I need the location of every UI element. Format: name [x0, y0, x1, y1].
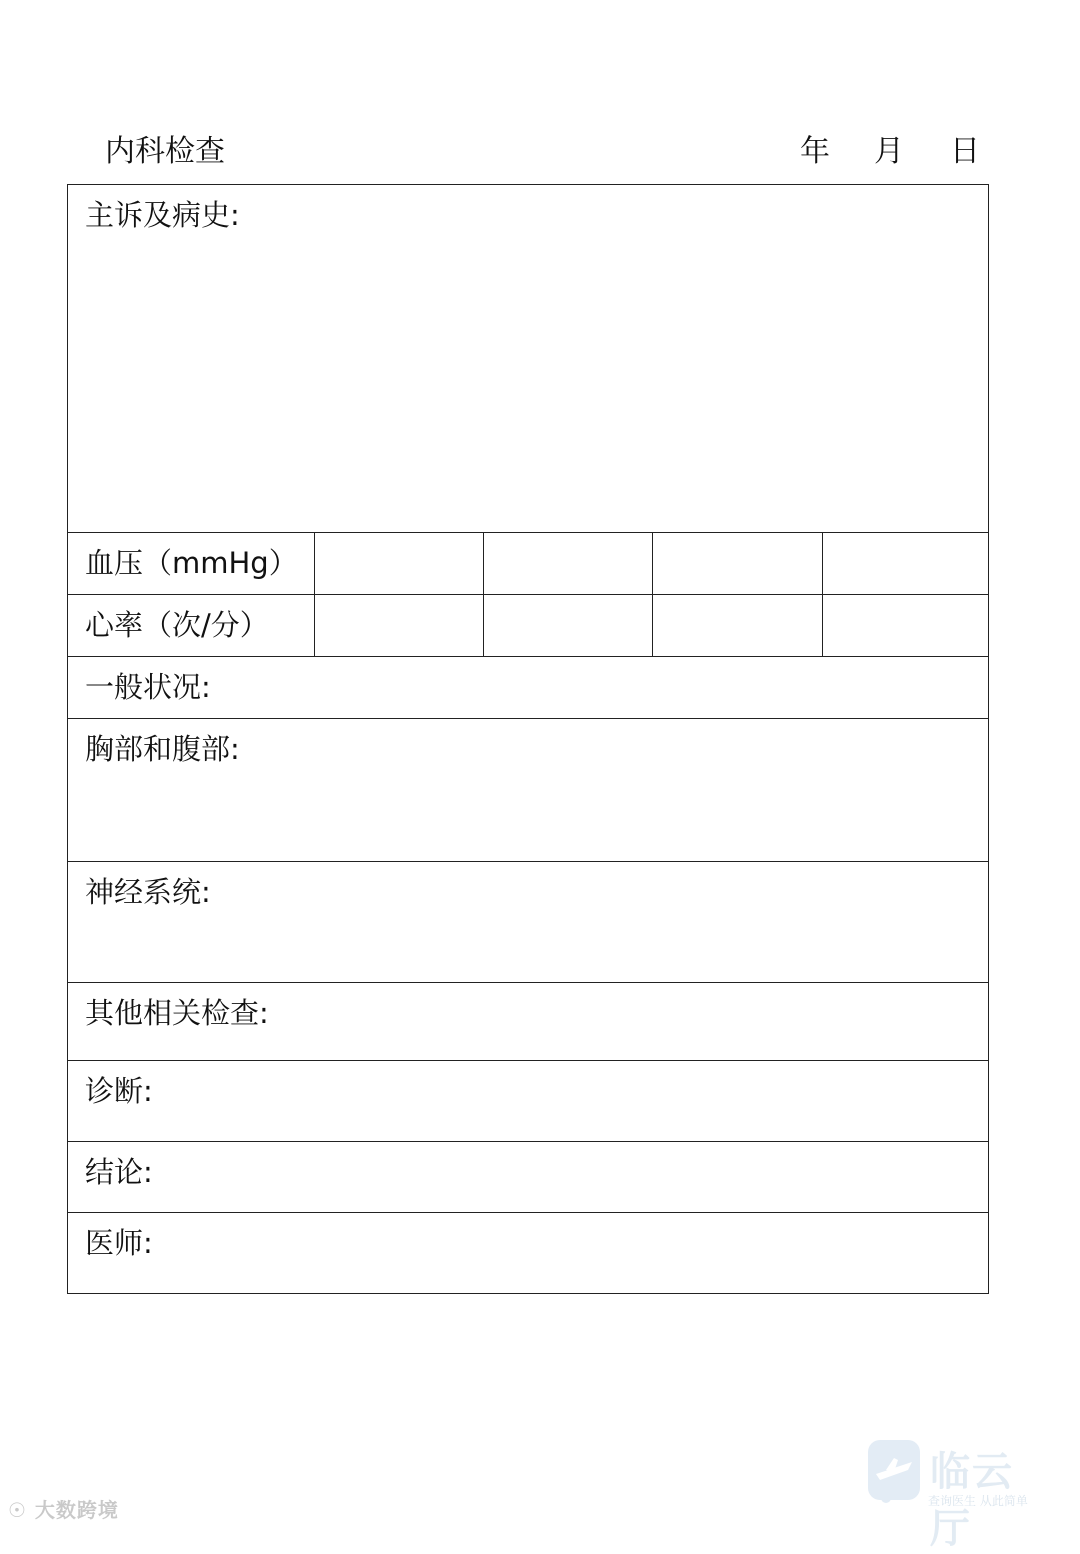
complaint-history-label: 主诉及病史: — [85, 198, 240, 232]
diagnosis-label: 诊断: — [85, 1074, 153, 1108]
general-condition-label: 一般状况: — [85, 670, 211, 704]
conclusion-label: 结论: — [85, 1155, 153, 1189]
watermark-logo-tagline: 查询医生 从此简单 — [928, 1494, 1028, 1508]
watermark-logo-name: 临云厅 — [930, 1449, 1014, 1552]
heart-rate-cell-4[interactable] — [822, 595, 990, 656]
heart-rate-cell-3[interactable] — [652, 595, 822, 656]
plane-logo-icon — [868, 1440, 920, 1506]
watermark-left — [8, 1494, 119, 1523]
blood-pressure-cell-4[interactable] — [822, 533, 990, 594]
heart-rate-label: 心率（次/分） — [85, 608, 269, 642]
chest-abdomen-row[interactable] — [68, 718, 988, 861]
date-day-label: 日 — [950, 134, 980, 169]
blood-pressure-label: 血压（mmHg） — [85, 546, 298, 580]
heart-rate-cell-2[interactable] — [483, 595, 652, 656]
date-year-label: 年 — [800, 134, 830, 169]
form-title: 内科检查 — [105, 134, 225, 169]
blood-pressure-cell-1[interactable] — [314, 533, 483, 594]
blood-pressure-cell-2[interactable] — [483, 533, 652, 594]
general-condition-row[interactable] — [68, 656, 988, 718]
chest-abdomen-label: 胸部和腹部: — [85, 732, 240, 766]
diagnosis-row[interactable] — [68, 1060, 988, 1141]
complaint-history-row[interactable] — [68, 185, 988, 532]
exam-form-table — [67, 184, 989, 1294]
nervous-system-row[interactable] — [68, 861, 988, 982]
doctor-row[interactable] — [68, 1212, 988, 1295]
heart-rate-cell-1[interactable] — [314, 595, 483, 656]
heart-rate-row — [68, 594, 988, 656]
conclusion-row[interactable] — [68, 1141, 988, 1212]
date-month-label: 月 — [874, 134, 904, 169]
blood-pressure-cell-3[interactable] — [652, 533, 822, 594]
watermark-logo — [868, 1440, 1054, 1552]
watermark-eye-icon: ☉ — [8, 1498, 35, 1522]
nervous-system-label: 神经系统: — [85, 875, 211, 909]
watermark-left-text: 大数跨境 — [34, 1498, 119, 1522]
other-exams-label: 其他相关检查: — [85, 996, 269, 1030]
blood-pressure-row — [68, 532, 988, 594]
doctor-label: 医师: — [85, 1226, 153, 1260]
other-exams-row[interactable] — [68, 982, 988, 1060]
